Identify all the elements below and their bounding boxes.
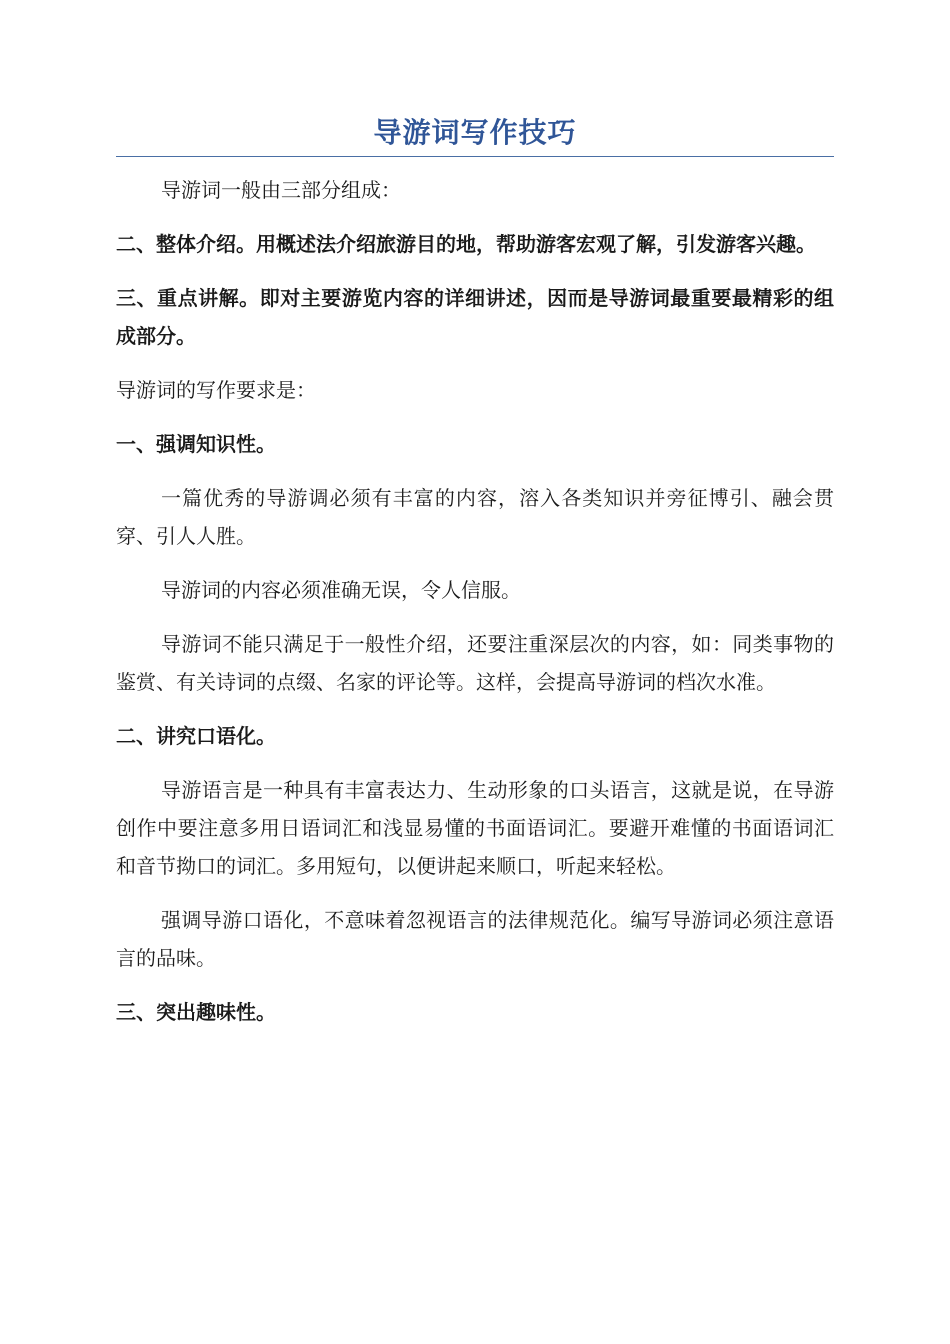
document-title: 导游词写作技巧 (373, 116, 577, 149)
heading-key-explanation: 三、重点讲解。即对主要游览内容的详细讲述，因而是导游词最重要最精彩的组成部分。 (116, 286, 834, 348)
paragraph-colloquial-1: 导游语言是一种具有丰富表达力、生动形象的口头语言，这就是说，在导游创作中要注意多用日语词汇和浅显易懂的书面语词汇。要避开难懂的书面语词汇和音节拗口的词汇。多用短句，以便讲起来顺口，听起来轻松。 (116, 778, 834, 878)
heading-knowledge: 一、强调知识性。 (116, 432, 276, 456)
paragraph-requirements: 导游词的写作要求是： (116, 378, 316, 402)
paragraph-colloquial-2: 强调导游口语化，不意味着忽视语言的法律规范化。编写导游词必须注意语言的品味。 (116, 908, 834, 970)
heading-interest: 三、突出趣味性。 (116, 1000, 276, 1024)
paragraph-knowledge-1: 一篇优秀的导游调必须有丰富的内容，溶入各类知识并旁征博引、融会贯穿、引人人胜。 (116, 486, 834, 548)
paragraph-intro: 导游词一般由三部分组成： (161, 178, 401, 202)
paragraph-knowledge-2: 导游词的内容必须准确无误，令人信服。 (161, 578, 521, 602)
title-underline (116, 156, 834, 157)
paragraph-knowledge-3: 导游词不能只满足于一般性介绍，还要注重深层次的内容，如：同类事物的鉴赏、有关诗词的点缀、名家的评论等。这样，会提高导游词的档次水准。 (116, 632, 834, 694)
document-page (116, 110, 834, 1047)
heading-overall-intro: 二、整体介绍。用概述法介绍旅游目的地，帮助游客宏观了解，引发游客兴趣。 (116, 232, 816, 256)
heading-colloquial: 二、讲究口语化。 (116, 724, 276, 748)
